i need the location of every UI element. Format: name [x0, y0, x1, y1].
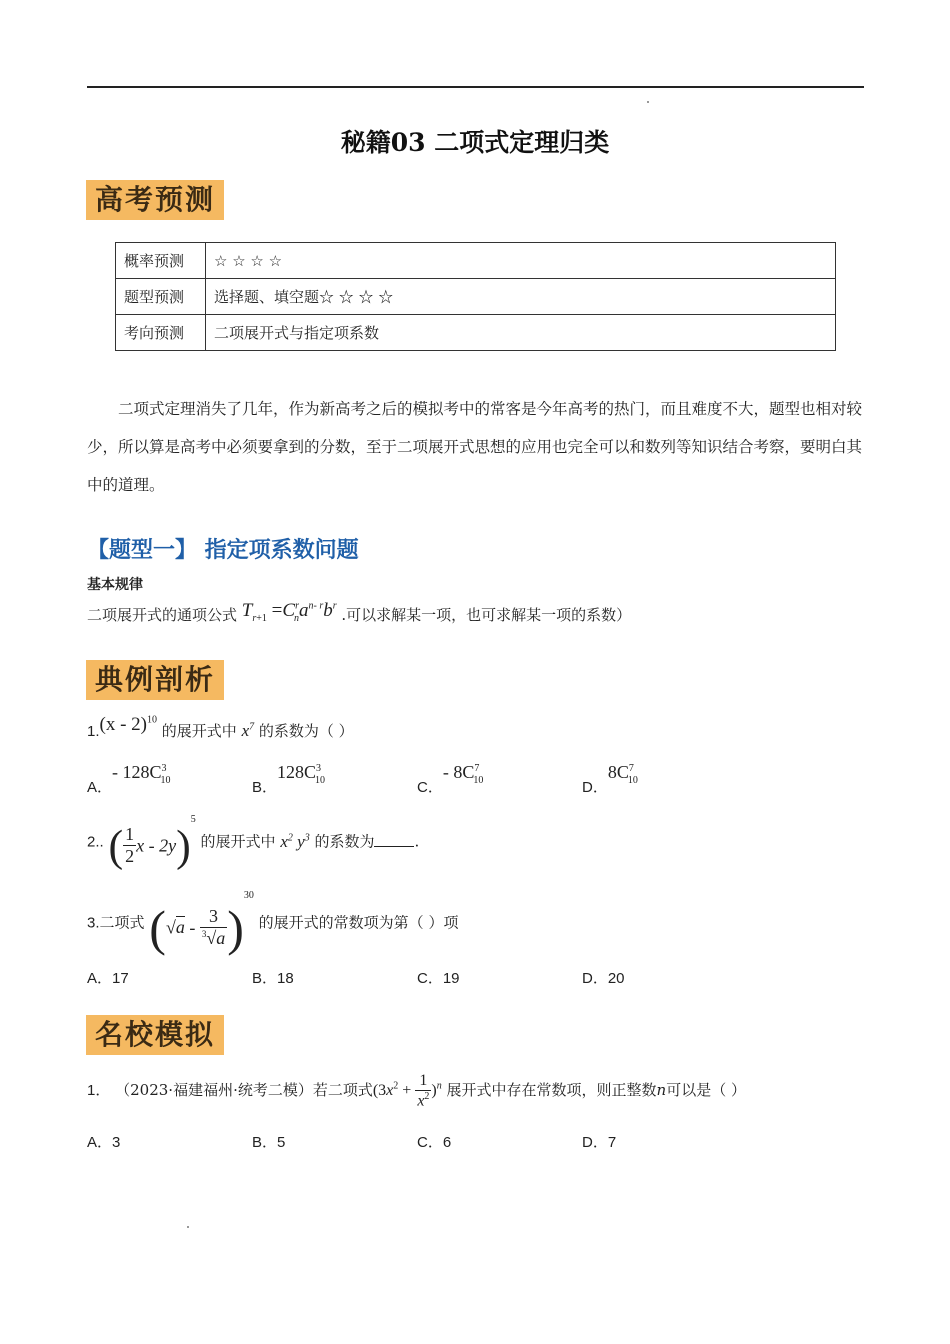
table-value: ☆ ☆ ☆ ☆	[206, 243, 836, 279]
rule-label: 基本规律	[87, 577, 143, 593]
question-3	[87, 890, 458, 957]
binomial-expression: ( $\frac{1}{2}$ x - 2y)$^5$	[108, 814, 196, 871]
question-text: 的展开式中	[200, 832, 276, 851]
question-tail: 的展开式的常数项为第（ ）项	[258, 913, 459, 932]
table-key: 题型预测	[116, 279, 206, 315]
option-c[interactable]: C．- $8C^7_{10}$	[417, 762, 484, 796]
term-variable: $x^7$	[241, 721, 255, 740]
option-c[interactable]: C．19	[417, 970, 460, 987]
question-text: 展开式中存在常数项，则正整数	[446, 1081, 657, 1100]
question-number: 3.二项式	[87, 914, 145, 932]
option-d[interactable]: D．7	[582, 1134, 617, 1151]
option-d[interactable]: D．$8C^7_{10}$	[582, 762, 638, 796]
table-value: 二项展开式与指定项系数	[206, 315, 836, 351]
table-value: 选择题、填空题☆ ☆ ☆ ☆	[206, 279, 836, 315]
binomial-expression: (√a - $\frac{3}{^3√a}$ )$^{30}$	[149, 890, 254, 956]
header-rule	[87, 86, 864, 88]
table-row	[116, 315, 836, 351]
badge-gaokao: 高考预测	[86, 180, 224, 220]
general-term-line	[87, 600, 631, 625]
table-key: 考向预测	[116, 315, 206, 351]
prediction-table	[115, 242, 836, 351]
table-row	[116, 279, 836, 315]
badge-mingxiao: 名校模拟	[86, 1015, 224, 1055]
binomial-expression: ($3x^2$ + $\frac{1}{x^2}$ )$^n$	[372, 1072, 442, 1110]
scan-dot	[187, 1226, 189, 1228]
question-tail: 的系数为	[314, 832, 375, 851]
question-text: 的展开式中	[161, 722, 237, 740]
question-source: （2023·福建福州·统考二模）若二项式	[115, 1081, 373, 1100]
option-b[interactable]: B．18	[252, 970, 294, 987]
scan-dot	[647, 101, 649, 103]
option-b[interactable]: B．5	[252, 1134, 286, 1151]
general-term-formula: $T_{r+1} =C^r_na^{n- r}b^r$	[241, 600, 337, 624]
badge-dianli: 典例剖析	[86, 660, 224, 700]
question-number: 2..	[87, 833, 104, 851]
page-title: 秘籍03 二项式定理归类	[340, 128, 610, 157]
mock-question-1: 1． （2023·福建福州·统考二模）若二项式($3x^2$ + $\frac{1}{x^2}$ )$^n$ 展开式中存在常数项，则正整数n可以是（ ）	[87, 1072, 746, 1110]
question-2: 2.. ( $\frac{1}{2}$ x - 2y)$^5$ 的展开式中 $x^2$ $y^3$ 的系数为 .	[87, 814, 420, 871]
answer-blank[interactable]	[374, 846, 414, 847]
term-variable: $x^2$ $y^3$	[280, 831, 310, 851]
question-number: 1．	[87, 1082, 111, 1100]
question-tail: 的系数为（ ）	[258, 722, 354, 740]
option-b[interactable]: B．$128C^3_{10}$	[252, 762, 326, 796]
rule-prefix: 二项展开式的通项公式	[87, 606, 238, 624]
question-tail: 可以是（ ）	[666, 1081, 746, 1100]
table-key: 概率预测	[116, 243, 206, 279]
option-a[interactable]: A．- $128C^3_{10}$	[87, 762, 171, 796]
option-c[interactable]: C．6	[417, 1134, 452, 1151]
binomial-expression: (x - 2)$^{10}$	[99, 714, 157, 735]
table-row	[116, 243, 836, 279]
section-heading: 【题型一】 指定项系数问题	[87, 538, 359, 563]
intro-paragraph: 二项式定理消失了几年，作为新高考之后的模拟考中的常客是今年高考的热门，而且难度不大，题型也相对较少，所以算是高考中必须要拿到的分数，至于二项展开式思想的应用也完全可以和数列等知识结合考察，要明白其中的道理。	[87, 400, 863, 494]
option-a[interactable]: A．3	[87, 1134, 121, 1151]
option-a[interactable]: A．17	[87, 970, 129, 987]
question-number: 1.	[87, 723, 100, 740]
question-1	[87, 714, 354, 741]
option-d[interactable]: D．20	[582, 970, 625, 987]
rule-suffix: .可以求解某一项，也可求解某一项的系数）	[341, 606, 632, 624]
